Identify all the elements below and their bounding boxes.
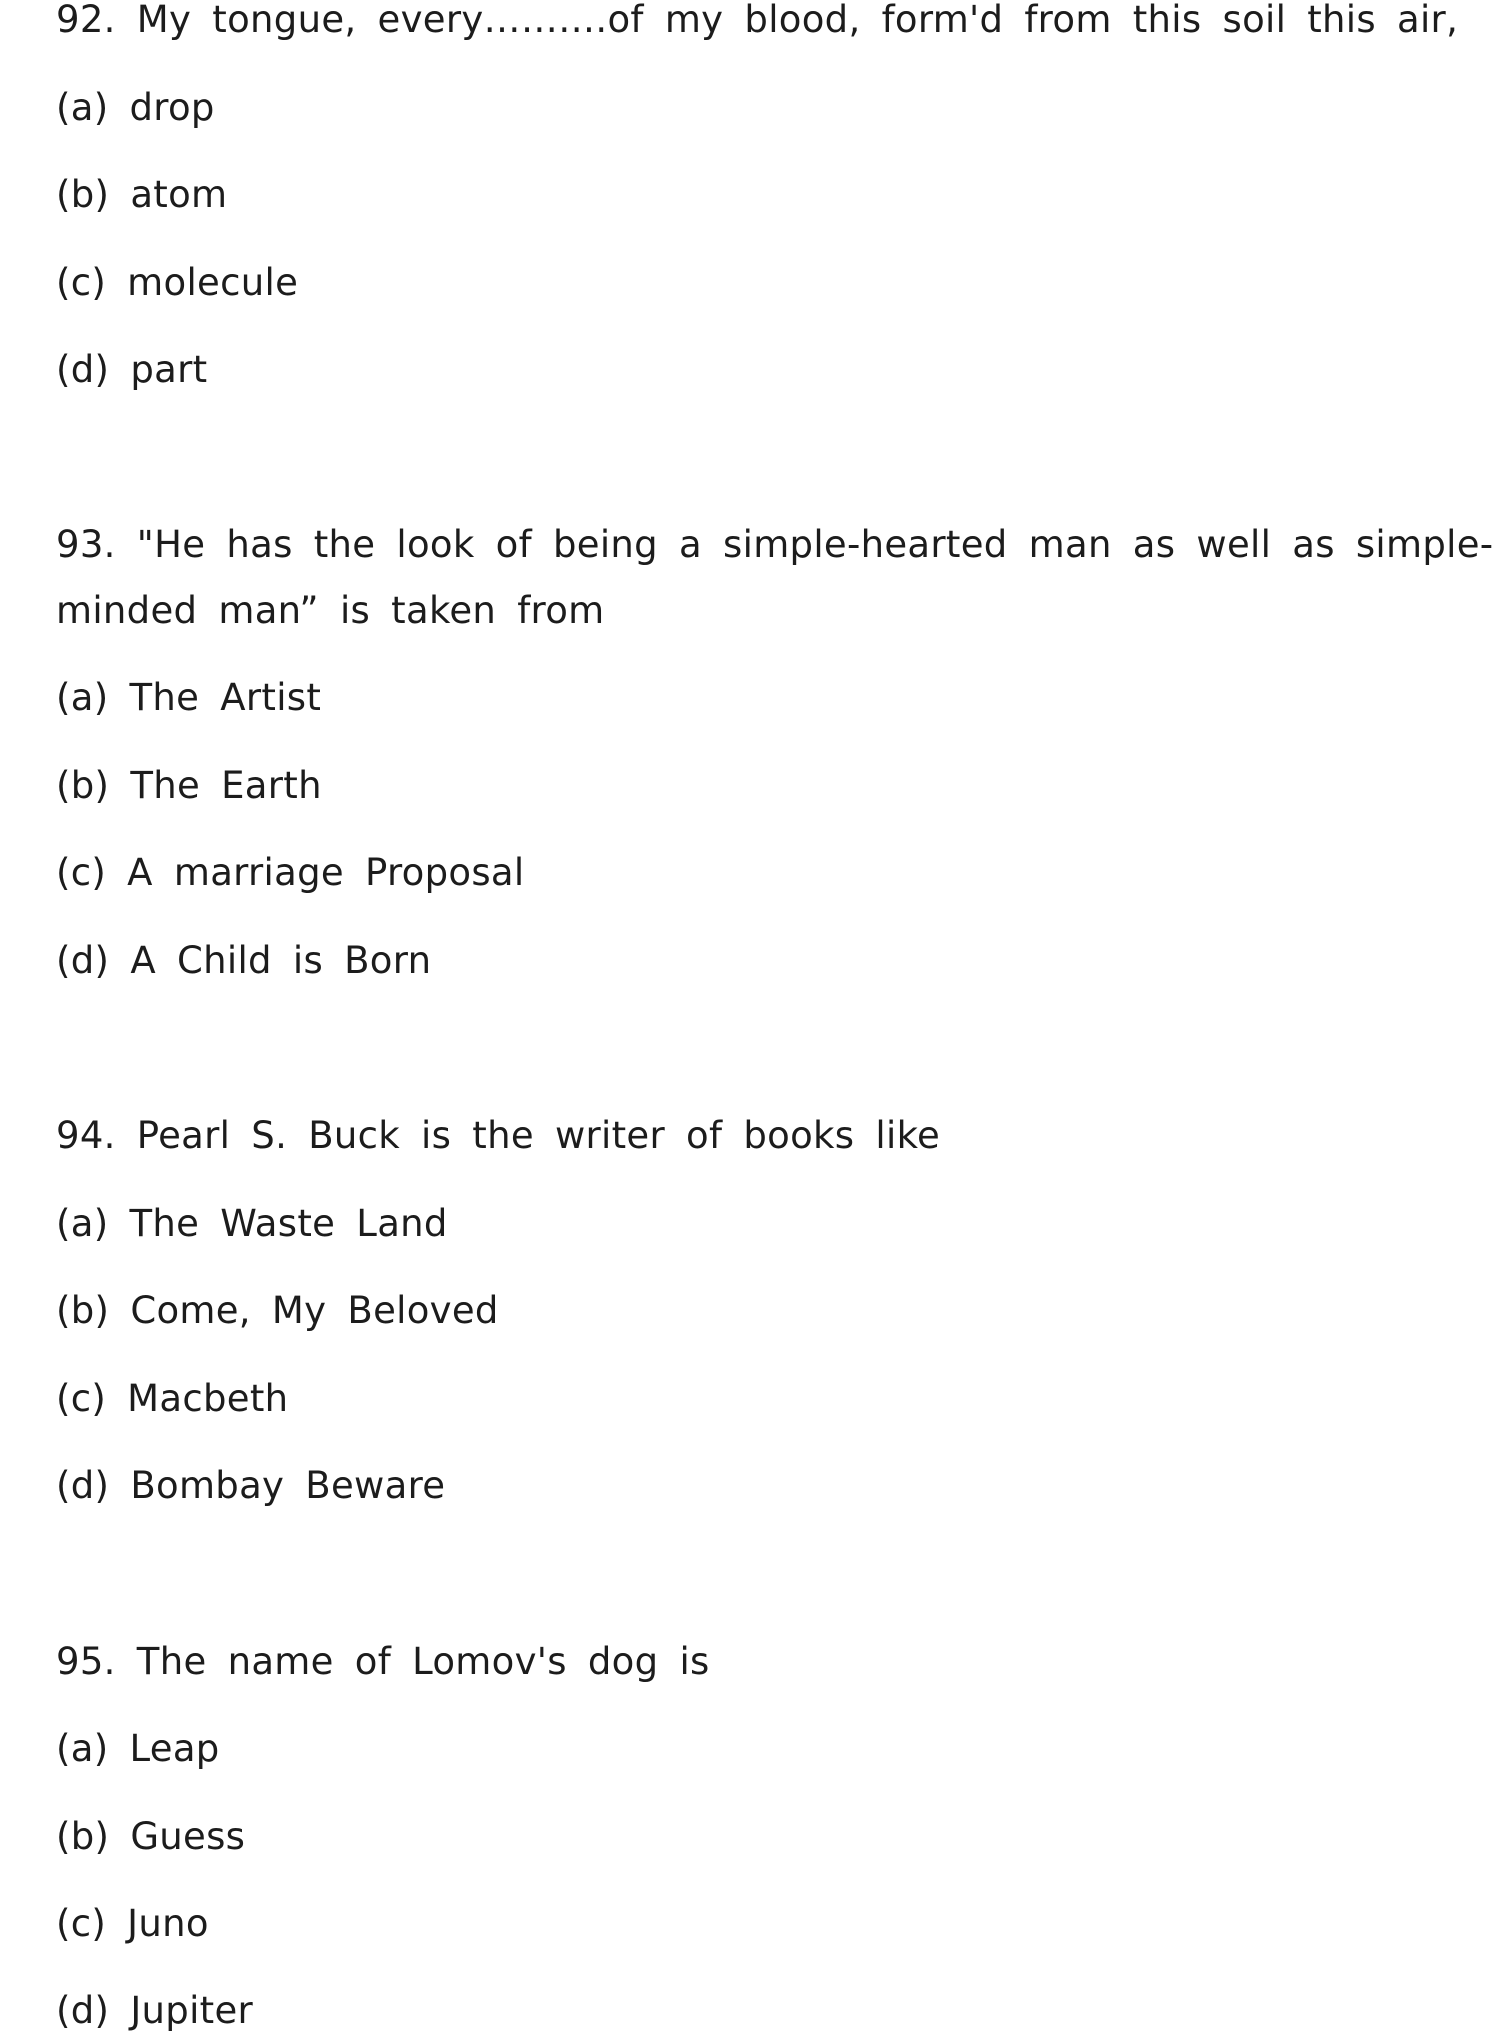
question-95-option-c: (c) Juno (56, 1902, 209, 1945)
question-93-text-line2: minded man” is taken from (56, 589, 605, 632)
question-94-option-c: (c) Macbeth (56, 1377, 289, 1420)
question-94-text: 94. Pearl S. Buck is the writer of books like (56, 1114, 941, 1157)
question-95-option-d: (d) Jupiter (56, 1989, 254, 2032)
question-94-option-a: (a) The Waste Land (56, 1202, 448, 1245)
question-95-option-b: (b) Guess (56, 1815, 246, 1858)
question-92-text: 92. My tongue, every……….of my blood, form'd from this soil this air, (56, 0, 1459, 41)
question-92-option-a: (a) drop (56, 86, 215, 129)
question-92-option-d: (d) part (56, 348, 208, 391)
question-94-option-b: (b) Come, My Beloved (56, 1289, 499, 1332)
question-92-option-c: (c) molecule (56, 261, 299, 304)
question-93-option-a: (a) The Artist (56, 676, 322, 719)
question-92-option-b: (b) atom (56, 173, 228, 216)
question-93-option-c: (c) A marriage Proposal (56, 851, 525, 894)
question-93-option-d: (d) A Child is Born (56, 939, 432, 982)
question-95-option-a: (a) Leap (56, 1727, 220, 1770)
question-93-option-b: (b) The Earth (56, 764, 322, 807)
question-95-text: 95. The name of Lomov's dog is (56, 1640, 710, 1683)
question-94-option-d: (d) Bombay Beware (56, 1464, 446, 1507)
question-93-text-line1: 93. "He has the look of being a simple-hearted man as well as simple- (56, 523, 1494, 566)
